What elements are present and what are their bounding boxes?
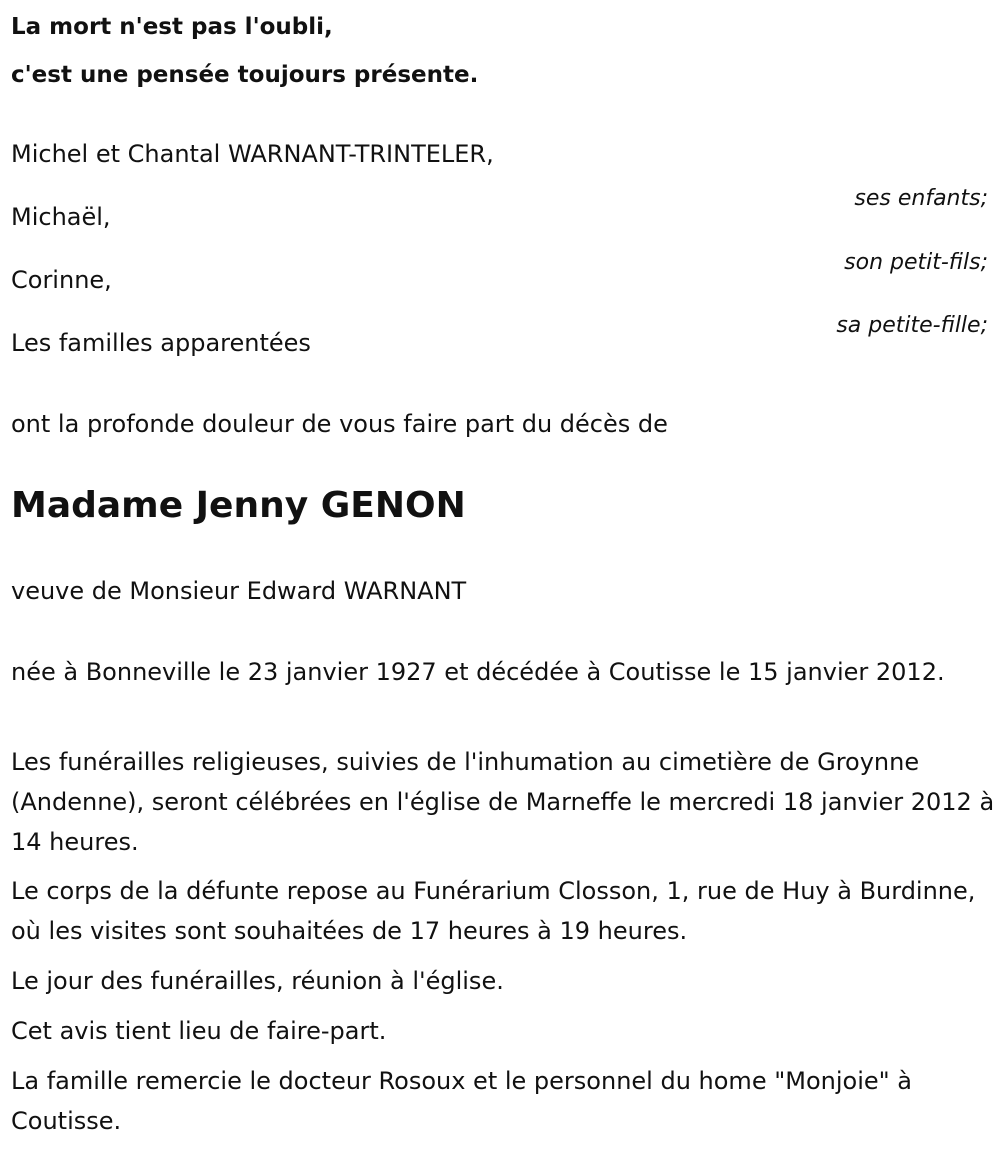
announcement-text: ont la profonde douleur de vous faire part du décès de xyxy=(11,410,668,438)
quote-line-1: La mort n'est pas l'oubli, xyxy=(11,14,333,40)
family-member-relation: sa petite-fille; xyxy=(836,313,988,338)
funeral-paragraph: Les funérailles religieuses, suivies de l'inhumation au cimetière de Groynne (Andenne), seront célébrées en l'église de Marneffe le mercredi 18 janvier 2012 à 14 heures. xyxy=(11,748,995,856)
family-member-name: Michel et Chantal WARNANT-TRINTELER, xyxy=(11,140,494,168)
funerarium-paragraph: Le corps de la défunte repose au Funérarium Closson, 1, rue de Huy à Burdinne, où les visites sont souhaitées de 17 heures à 19 heures. xyxy=(11,877,976,945)
family-member-name: Les familles apparentées xyxy=(11,329,311,357)
thanks-paragraph: La famille remercie le docteur Rosoux et le personnel du home "Monjoie" à Coutisse. xyxy=(11,1067,913,1135)
family-member-name: Michaël, xyxy=(11,203,111,231)
family-member-name: Corinne, xyxy=(11,266,112,294)
notice-paragraph: Cet avis tient lieu de faire-part. xyxy=(11,1017,387,1045)
birth-death-paragraph: née à Bonneville le 23 janvier 1927 et décédée à Coutisse le 15 janvier 2012. xyxy=(11,658,945,686)
widow-of-text: veuve de Monsieur Edward WARNANT xyxy=(11,577,467,605)
quote-line-2: c'est une pensée toujours présente. xyxy=(11,62,479,88)
family-member-relation: son petit-fils; xyxy=(844,250,988,275)
family-member-relation: ses enfants; xyxy=(854,186,988,211)
meeting-paragraph: Le jour des funérailles, réunion à l'église. xyxy=(11,967,504,995)
deceased-name: Madame Jenny GENON xyxy=(11,485,466,526)
